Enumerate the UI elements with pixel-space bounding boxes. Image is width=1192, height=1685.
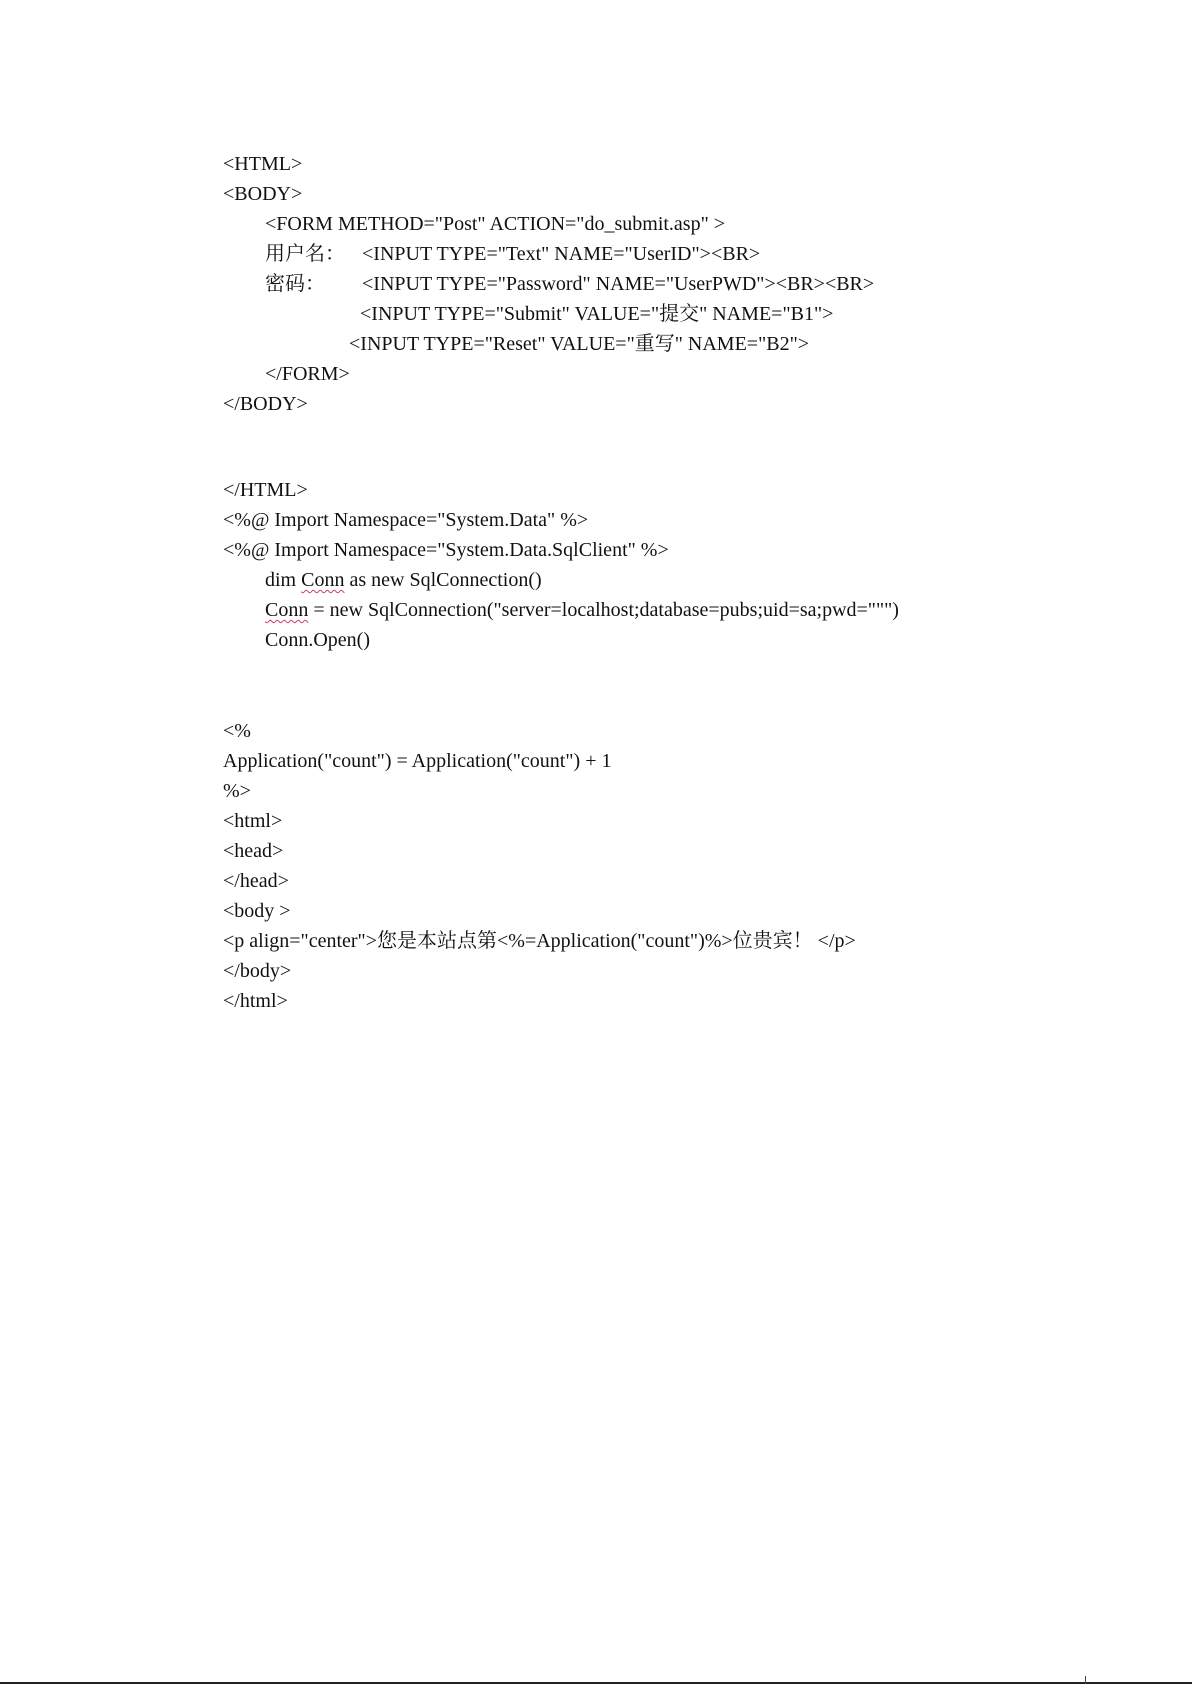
code-line-asp-close: %> (223, 780, 251, 802)
code-line-body-close: </BODY> (223, 393, 308, 415)
code-line-userid (223, 239, 874, 269)
code-line-counter: Application("count") = Application("count") + 1 (223, 750, 612, 772)
code-line-head-open: <head> (223, 840, 284, 862)
code-line-password (223, 269, 874, 299)
spellcheck-conn: Conn (301, 569, 345, 591)
code-line-html-open-lower: <html> (223, 810, 283, 832)
asp-connection-code-block (223, 475, 899, 655)
code-line-conn-open: Conn.Open() (265, 629, 370, 651)
code-line-asp-open: <% (223, 720, 251, 742)
code-line-body-open: <BODY> (223, 183, 303, 205)
html-form-code-block (223, 149, 874, 419)
password-input-code: <INPUT TYPE="Password" NAME="UserPWD"><BR><BR> (362, 273, 875, 295)
footer-rule (0, 1682, 1192, 1684)
spellcheck-conn-assign: Conn (265, 599, 309, 621)
user-label: 用户名： (265, 243, 345, 265)
code-line-import-sqlclient: <%@ Import Namespace="System.Data.SqlClient" %> (223, 539, 669, 561)
code-line-conn-assign (223, 595, 899, 625)
code-line-paragraph: <p align="center">您是本站点第<%=Application("count")%>位贵宾！ </p> (223, 930, 856, 952)
code-line-html-close-lower: </html> (223, 990, 288, 1012)
footer-tick (1085, 1676, 1098, 1684)
password-label: 密码： (265, 273, 325, 295)
code-line-html-close: </HTML> (223, 479, 308, 501)
dim-rest: as new SqlConnection() (344, 569, 542, 591)
dim-keyword: dim (265, 569, 302, 591)
code-line-reset: <INPUT TYPE="Reset" VALUE="重写" NAME="B2"> (349, 333, 810, 355)
code-line-form-open: <FORM METHOD="Post" ACTION="do_submit.asp" > (265, 213, 726, 235)
code-line-head-close: </head> (223, 870, 289, 892)
code-line-body-close-lower: </body> (223, 960, 292, 982)
code-line-dim-conn (223, 565, 899, 595)
code-line-html-open: <HTML> (223, 153, 303, 175)
userid-input-code: <INPUT TYPE="Text" NAME="UserID"><BR> (362, 243, 761, 265)
code-line-form-close: </FORM> (265, 363, 350, 385)
conn-assign-rest: = new SqlConnection("server=localhost;database=pubs;uid=sa;pwd=""") (308, 599, 899, 621)
code-line-import-data: <%@ Import Namespace="System.Data" %> (223, 509, 589, 531)
asp-counter-code-block (223, 716, 856, 1016)
code-line-submit: <INPUT TYPE="Submit" VALUE="提交" NAME="B1"> (360, 303, 834, 325)
code-line-body-open-lower: <body > (223, 900, 291, 922)
